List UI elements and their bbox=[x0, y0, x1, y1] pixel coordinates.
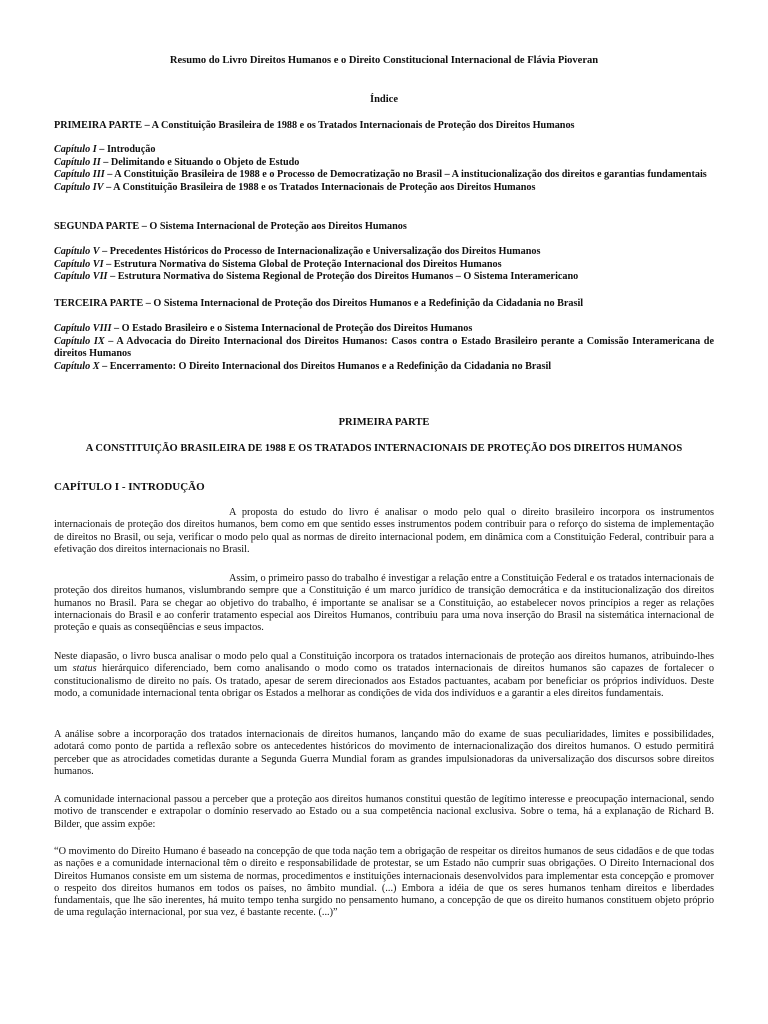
part-title: PRIMEIRA PARTE bbox=[338, 417, 430, 428]
toc-part-2 bbox=[54, 221, 714, 234]
toc-chapter-label: Capítulo IV bbox=[54, 181, 104, 193]
toc-chapter-title: – Introdução bbox=[96, 144, 156, 155]
toc-chapter-title: – Precedentes Históricos do Processo de Internacionalização e Universalização dos Direitos Humanos bbox=[99, 246, 541, 257]
toc-part-2-chapters bbox=[54, 246, 714, 284]
toc-part-1-chapters bbox=[54, 144, 714, 194]
toc-chapter-title: – A Constituição Brasileira de 1988 e os Tratados Internacionais de Proteção aos Direitos Humanos bbox=[103, 181, 536, 193]
toc-chapter-item bbox=[54, 323, 714, 336]
toc-chapter-title: – A Constituição Brasileira de 1988 e o Processo de Democratização no Brasil – A institucionalização dos direitos e garantias fundamentais bbox=[104, 169, 707, 181]
toc-chapter-label: Capítulo VII bbox=[54, 271, 108, 283]
toc-chapter-item bbox=[54, 144, 714, 157]
toc-part-3-chapters bbox=[54, 323, 714, 373]
paragraph-text: hierárquico diferenciado, bem como analisando o modo como os tratados internacionais de direitos humanos são capazes de fortalecer o constitucionalismo de direito no país. Os tratado, apesar de serem direcionados aos Estados pactuantes, acabam por beneficiar os próprios indivíduos. Deste modo, a comunidade internacional tenta obrigar os Estados a melhorar as condições de vida dos indivíduos e a garantir a eles direitos fundamentais. bbox=[54, 663, 714, 699]
toc-chapter-label: Capítulo VI bbox=[54, 258, 104, 270]
toc-chapter-title: – Estrutura Normativa do Sistema Regional de Proteção dos Direitos Humanos – O Sistema Interamericano bbox=[107, 271, 579, 283]
paragraph-text: Neste diapasão, o livro busca analisar o modo pelo qual a Constituição incorpora os tratados internacionais de proteção aos direitos humanos, atribuindo-lhes um bbox=[54, 651, 714, 675]
block-quote: “O movimento do Direito Humano é baseado na concepção de que toda nação tem a obrigação de respeitar os direitos humanos de seus cidadãos e de que todas as nações e a comunidade internacional têm o direito e responsabilidade de protestar, se um Estado não cumprir suas obrigações. O Direito Internacional dos Direitos Humanos consiste em um sistema de normas, procedimentos e instituições internacionais desenvolvidos para implementar esta concepção e promover o respeito dos direitos humanos em todos os países, no âmbito mundial. (...) Embora a idéia de que os seres humanos tenham direitos e liberdades fundamentais, que lhe são inerentes, há muito tempo tenha surgido no pensamento humano, a concepção de que os direito humanos constituem objeto próprio de uma regulação internacional, por sua vez, é bastante recente. (...)” bbox=[54, 846, 714, 919]
toc-chapter-item bbox=[54, 157, 714, 170]
toc-part-1 bbox=[54, 120, 714, 133]
toc-chapter-label: Capítulo X bbox=[54, 360, 100, 372]
toc-chapter-item bbox=[54, 336, 714, 361]
toc-chapter-item bbox=[54, 361, 714, 374]
toc-chapter-label: Capítulo V bbox=[54, 246, 100, 257]
toc-chapter-title: – A Advocacia do Direito Internacional dos Direitos Humanos: Casos contra o Estado Brasileiro perante a Comissão Interamericana de direitos Humanos bbox=[54, 335, 714, 360]
toc-chapter-title: – O Estado Brasileiro e o Sistema Internacional de Proteção dos Direitos Humanos bbox=[111, 323, 473, 334]
toc-part-title: SEGUNDA PARTE – O Sistema Internacional de Proteção aos Direitos Humanos bbox=[54, 221, 407, 232]
toc-chapter-item bbox=[54, 271, 714, 284]
document-title: Resumo do Livro Direitos Humanos e o Direito Constitucional Internacional de Flávia Pioveran bbox=[169, 55, 599, 66]
toc-chapter-label: Capítulo II bbox=[54, 156, 101, 168]
paragraph-emphasis: status bbox=[72, 663, 97, 675]
toc-part-3 bbox=[54, 298, 714, 311]
body-paragraph: A comunidade internacional passou a perceber que a proteção aos direitos humanos constitui questão de legítimo interesse e preocupação internacional, sendo motivo de transcender e extrapolar o domínio reservado ao Estado ou a sua competência nacional exclusiva. Sobre o tema, há a explanação de Richard B. Bilder, que assim expõe: bbox=[54, 794, 714, 830]
part-subtitle: A CONSTITUIÇÃO BRASILEIRA DE 1988 E OS TRATADOS INTERNACIONAIS DE PROTEÇÃO DOS DIREITOS HUMANOS bbox=[85, 443, 683, 454]
toc-chapter-item bbox=[54, 246, 714, 259]
toc-chapter-item bbox=[54, 259, 714, 272]
body-paragraph: A análise sobre a incorporação dos tratados internacionais de direitos humanos, lançando mão do exame de suas peculiaridades, limites e possibilidades, adotará como ponto de partida a reflexão sobre os antecedentes históricos do movimento de internacionalização dos direitos humanos. O estudo permitirá perceber que as atrocidades cometidas durante a Segunda Guerra Mundial foram as grandes impulsionadoras da universalização dos discursos sobre direitos humanos. bbox=[54, 729, 714, 777]
toc-chapter-label: Capítulo VIII bbox=[54, 323, 112, 334]
toc-chapter-item bbox=[54, 169, 714, 182]
chapter-heading: CAPÍTULO I - INTRODUÇÃO bbox=[54, 481, 205, 493]
toc-chapter-label: Capítulo III bbox=[54, 169, 105, 181]
index-heading: Índice bbox=[369, 94, 398, 105]
body-paragraph bbox=[54, 651, 714, 700]
body-paragraph: Assim, o primeiro passo do trabalho é investigar a relação entre a Constituição Federal e os tratados internacionais de proteção dos direitos humanos, vislumbrando sempre que a Constituição é um marco jurídico de transição democrática e da institucionalização dos direitos humanos no Brasil. Para se chegar ao objetivo do trabalho, é importante se analisar se a Constituição, ao estabelecer novos princípios a reger as relações internacionais do Brasil e ao conferir tratamento especial aos Direitos Humanos, contribuiu para uma nova inserção do Brasil na sistemática internacional de proteção e quais as conseqüências e seus impactos. bbox=[54, 573, 714, 634]
toc-chapter-label: Capítulo IX bbox=[54, 335, 105, 347]
toc-part-title: PRIMEIRA PARTE – A Constituição Brasileira de 1988 e os Tratados Internacionais de Proteção dos Direitos Humanos bbox=[54, 120, 575, 131]
toc-chapter-title: – Encerramento: O Direito Internacional dos Direitos Humanos e a Redefinição da Cidadania no Brasil bbox=[99, 360, 552, 372]
toc-chapter-title: – Estrutura Normativa do Sistema Global de Proteção Internacional dos Direitos Humanos bbox=[103, 258, 502, 270]
toc-chapter-label: Capítulo I bbox=[54, 144, 97, 155]
toc-part-title: TERCEIRA PARTE – O Sistema Internacional de Proteção dos Direitos Humanos e a Redefinição da Cidadania no Brasil bbox=[54, 298, 584, 309]
toc-chapter-title: – Delimitando e Situando o Objeto de Estudo bbox=[100, 156, 300, 168]
body-paragraph: A proposta do estudo do livro é analisar o modo pelo qual o direito brasileiro incorpora os instrumentos internacionais de proteção dos direitos humanos, bem como em que sentido esses instrumentos podem contribuir para o reforço do sistema de implementação de direitos no Brasil, ou seja, verificar o modo pelo qual as normas de direito internacional podem, em dinâmica com a Constituição Federal, contribuir para a efetivação dos direitos internacionais no Brasil. bbox=[54, 507, 714, 555]
toc-chapter-item bbox=[54, 182, 714, 195]
